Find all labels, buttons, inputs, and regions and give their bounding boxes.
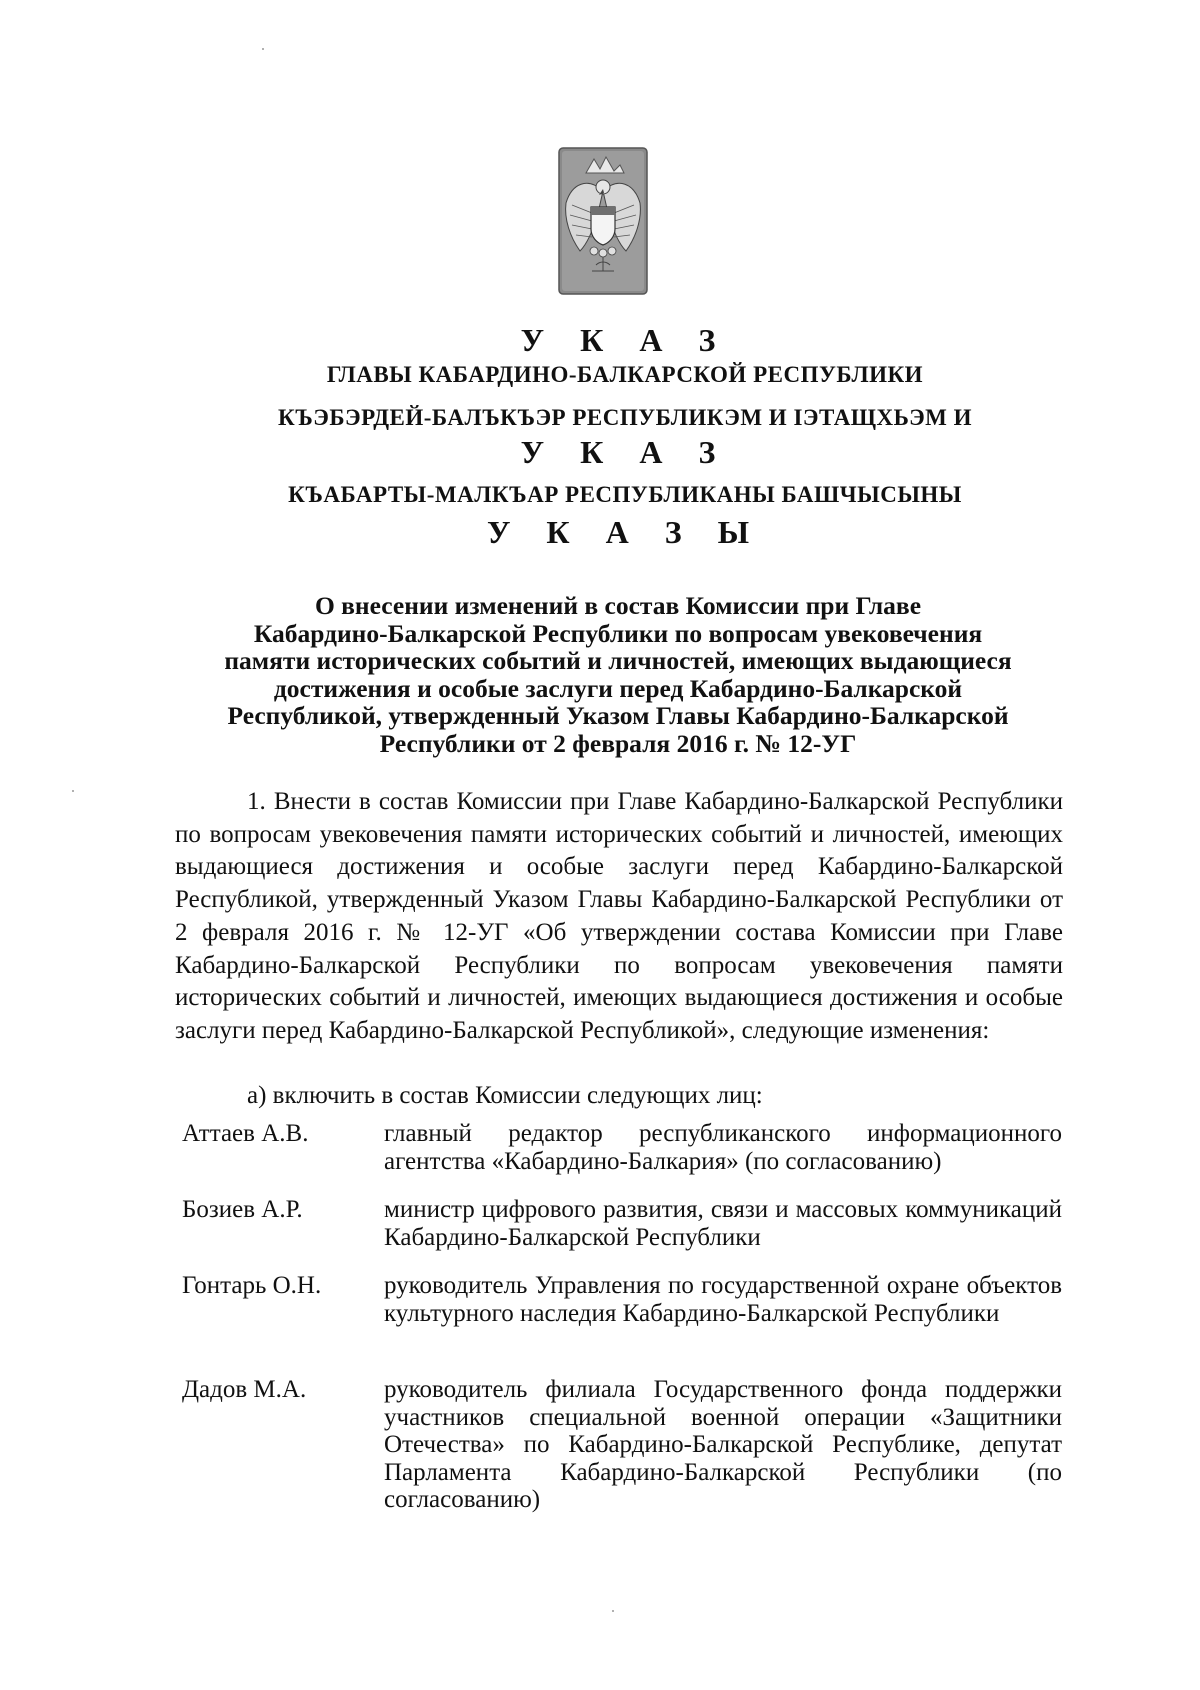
authority-krc: КЪАБАРТЫ-МАЛКЪАР РЕСПУБЛИКАНЫ БАШЧЫСЫНЫ bbox=[288, 482, 962, 507]
member-name: Гонтарь О.Н. bbox=[182, 1272, 322, 1299]
member-name: Бозиев А.Р. bbox=[182, 1196, 303, 1223]
title-line: Республикой, утвержденный Указом Главы Кабардино-Балкарской bbox=[227, 701, 1009, 730]
member-name: Дадов М.А. bbox=[182, 1376, 307, 1403]
title-line: памяти исторических событий и личностей, имеющих выдающиеся bbox=[224, 646, 1012, 675]
title-line: достижения и особые заслуги перед Кабардино-Балкарской bbox=[273, 673, 963, 703]
ukaz-heading-ru: У К А З bbox=[520, 322, 730, 358]
member-role: министр цифрового развития, связи и массовых коммуникаций Кабардино-Балкарской Республики bbox=[384, 1196, 1062, 1251]
ukaz-heading-kbd: У К А З bbox=[520, 434, 730, 470]
decree-body bbox=[175, 786, 1063, 1048]
title-line: Кабардино-Балкарской Республики по вопросам увековечения bbox=[253, 618, 983, 648]
scan-speck bbox=[72, 790, 74, 792]
title-line: О внесении изменений в состав Комиссии при Главе bbox=[314, 591, 922, 620]
coat-of-arms-emblem bbox=[558, 147, 648, 295]
member-name: Аттаев А.В. bbox=[182, 1120, 309, 1147]
member-role: руководитель филиала Государственного фонда поддержки участников специальной военной операции «Защитники Отечества» по Кабардино-Балкарской Республике, депутат Парламента Кабардино-Балкарской Республики (по согласованию) bbox=[384, 1376, 1062, 1513]
subitem-a: а) включить в состав Комиссии следующих лиц: bbox=[247, 1082, 763, 1109]
scan-speck bbox=[612, 1610, 614, 1612]
member-role: руководитель Управления по государственной охране объектов культурного наследия Кабардино-Балкарской Республики bbox=[384, 1272, 1062, 1327]
authority-ru: ГЛАВЫ КАБАРДИНО-БАЛКАРСКОЙ РЕСПУБЛИКИ bbox=[326, 362, 924, 387]
decree-title bbox=[168, 592, 1068, 757]
member-role: главный редактор республиканского информационного агентства «Кабардино-Балкария» (по согласованию) bbox=[384, 1120, 1062, 1175]
authority-kbd: КЪЭБЭРДЕЙ-БАЛЪКЪЭР РЕСПУБЛИКЭМ И ІЭТАЩХЬЭМ И bbox=[277, 405, 973, 430]
paragraph-1: 1. Внести в состав Комиссии при Главе Кабардино-Балкарской Республики по вопросам увековечения памяти исторических событий и личностей, имеющих выдающиеся достижения и особые заслуги перед Кабардино-Балкарской Республикой, утвержденный Указом Главы Кабардино-Балкарской Республики от 2 февраля 2016 г. № 12-УГ «Об утверждении состава Комиссии при Главе Кабардино-Балкарской Республики по вопросам увековечения памяти исторических событий и личностей, имеющих выдающиеся достижения и особые заслуги перед Кабардино-Балкарской Республикой», следующие изменения: bbox=[175, 788, 1063, 1044]
title-line: Республики от 2 февраля 2016 г. № 12-УГ bbox=[379, 728, 857, 758]
ukaz-heading-krc: У К А З Ы bbox=[486, 514, 764, 550]
scan-speck bbox=[262, 48, 264, 50]
